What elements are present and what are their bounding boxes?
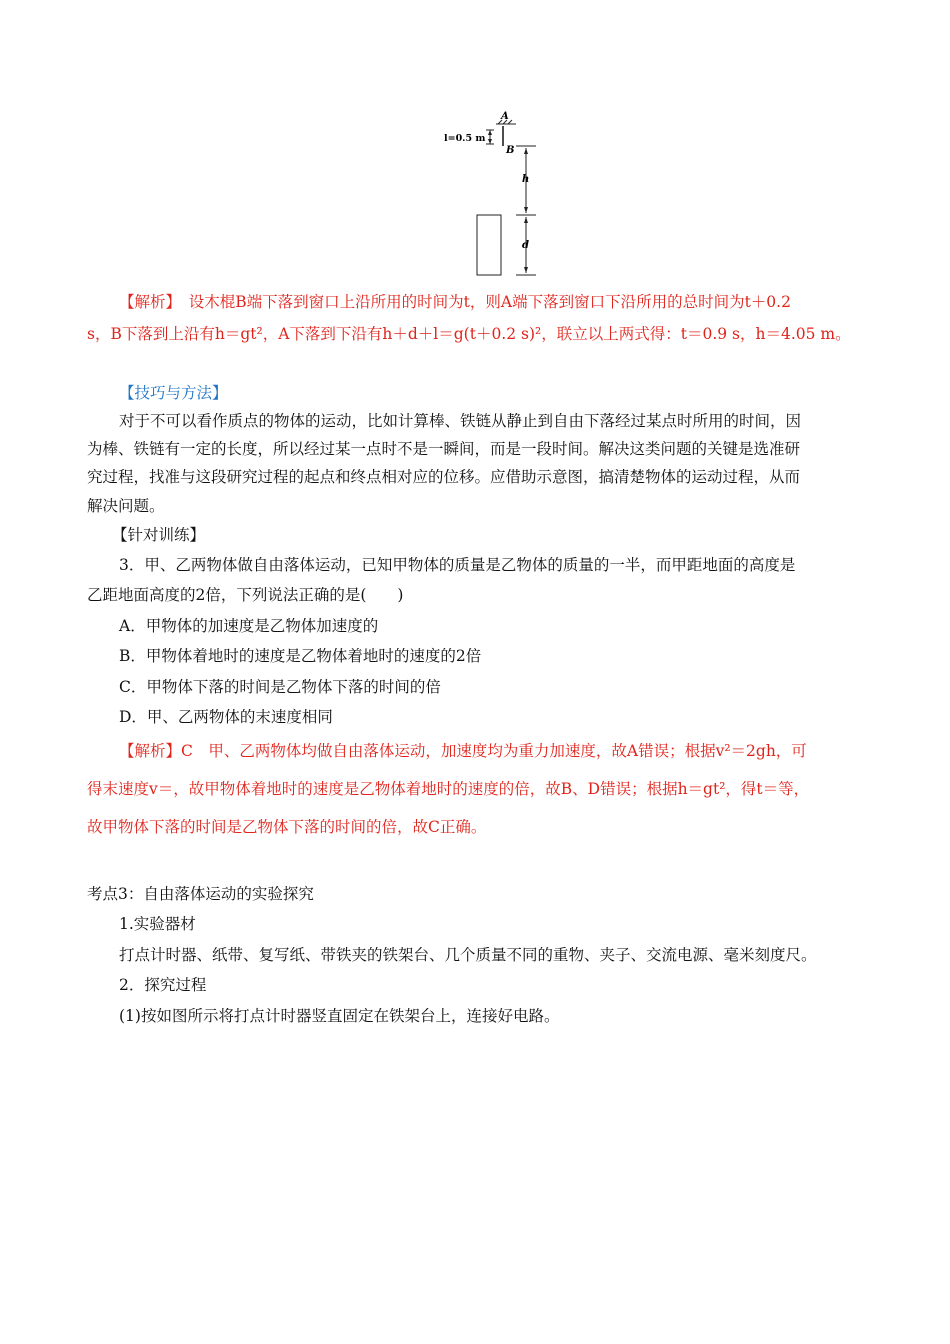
tips-line: 对于不可以看作质点的物体的运动，比如计算棒、铁链从静止到自由下落经过某点时所用的时间，因: [119, 412, 802, 430]
analysis2-line3: 故甲物体下落的时间是乙物体下落的时间的倍，故C正确。: [87, 818, 487, 836]
question-line2: 乙距地面高度的2倍，下列说法正确的是( ): [87, 586, 404, 604]
label-a: A: [501, 111, 509, 122]
analysis2-line1: [119, 741, 909, 761]
analysis1-tag: 【解析】: [119, 293, 174, 311]
analysis2-text1: C 甲、乙两物体均做自由落体运动，加速度均为重力加速度，故A错误；根据v²＝2gh，可: [181, 742, 807, 760]
option-a: A．甲物体的加速度是乙物体加速度的: [119, 617, 379, 635]
training-heading: 【针对训练】: [112, 526, 206, 544]
analysis1-line1: [119, 292, 909, 312]
analysis2-line2: 得末速度v＝，故甲物体着地时的速度是乙物体着地时的速度的倍，故B、D错误；根据h＝gt²，得t＝等，: [87, 780, 810, 798]
tips-line: 解决问题。: [87, 497, 165, 515]
label-h: h: [522, 174, 530, 185]
analysis1-text1: 设木棍B端下落到窗口上沿所用的时间为t，则A端下落到窗口下沿所用的总时间为t＋0.2: [173, 293, 791, 311]
option-c: C．甲物体下落的时间是乙物体下落的时间的倍: [119, 678, 441, 696]
option-d: D．甲、乙两物体的末速度相同: [119, 708, 333, 726]
analysis1-line2: s，B下落到上沿有h＝gt²，A下落到下沿有h＋d＋l＝g(t＋0.2 s)²，联立以上两式得：t＝0.9 s，h＝4.05 m。: [87, 325, 851, 343]
section3-sub1: 1.实验器材: [119, 915, 196, 933]
section3-sub2: 2．探究过程: [119, 976, 207, 994]
tips-line: 为棒、铁链有一定的长度，所以经过某一点时不是一瞬间，而是一段时间。解决这类问题的关键是选准研: [87, 440, 801, 458]
option-b: B．甲物体着地时的速度是乙物体着地时的速度的2倍: [119, 647, 482, 665]
falling-stick-diagram: [430, 108, 580, 283]
section3-step1: (1)按如图所示将打点计时器竖直固定在铁架台上，连接好电路。: [119, 1007, 560, 1025]
label-d: d: [522, 240, 529, 251]
question-line1: 3．甲、乙两物体做自由落体运动，已知甲物体的质量是乙物体的质量的一半，而甲距地面的高度是: [119, 556, 796, 574]
analysis2-tag: 【解析】: [119, 742, 182, 760]
tips-line: 究过程，找准与这段研究过程的起点和终点相对应的位移。应借助示意图，搞清楚物体的运动过程，从而: [87, 468, 801, 486]
tips-heading: 【技巧与方法】: [119, 384, 228, 402]
section3-title: 考点3：自由落体运动的实验探究: [87, 885, 314, 903]
section3-equipment: 打点计时器、纸带、复写纸、带铁夹的铁架台、几个质量不同的重物、夹子、交流电源、毫米刻度尺。: [119, 946, 817, 964]
label-b: B: [506, 145, 515, 156]
label-l: l=0.5 m: [444, 133, 486, 144]
